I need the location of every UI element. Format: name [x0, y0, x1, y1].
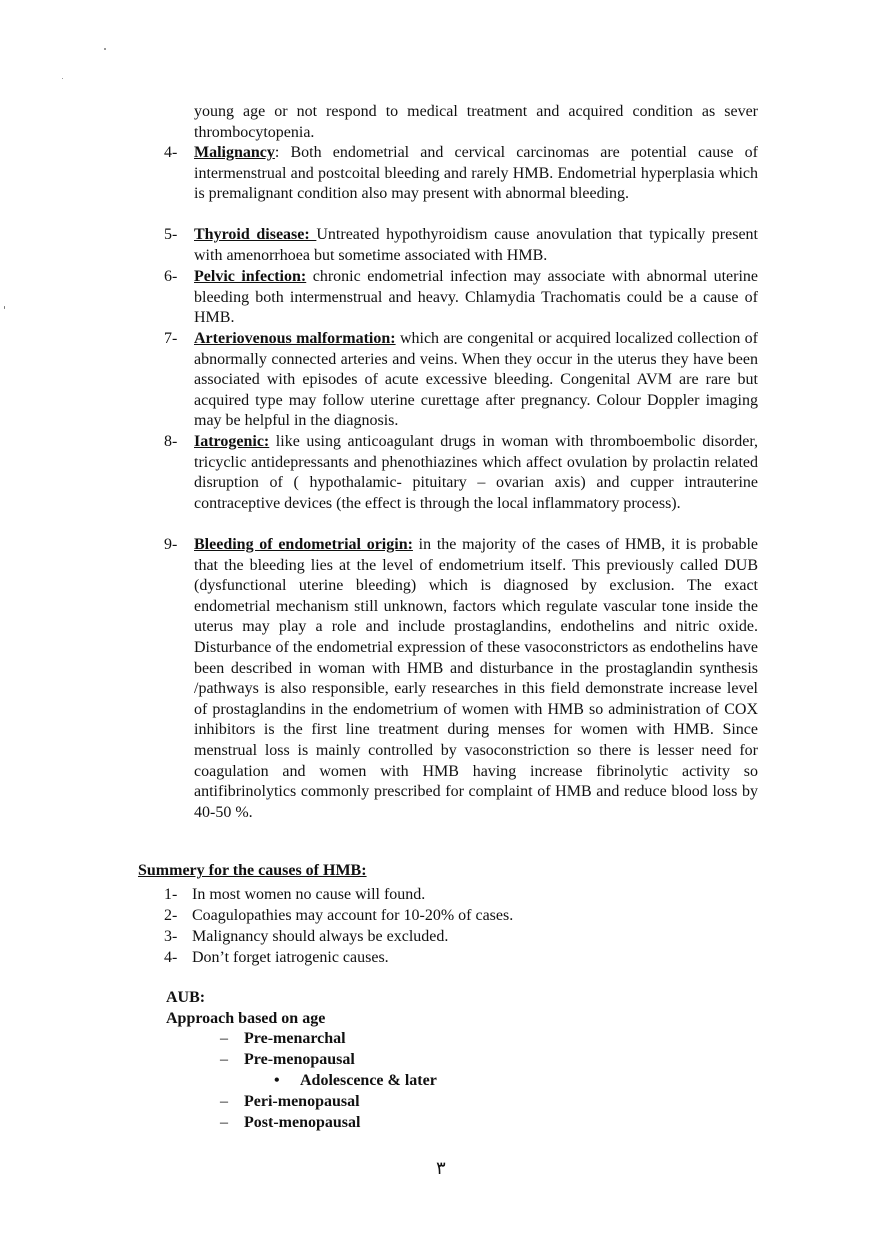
item-heading: Thyroid disease:: [194, 226, 317, 243]
item-heading: Arteriovenous malformation:: [194, 330, 396, 347]
intro-paragraph: young age or not respond to medical treatment and acquired condition as sever thrombocytopenia.: [194, 103, 758, 141]
item-number: 4-: [164, 144, 178, 161]
age-group-item: – Pre-menarchal: [220, 1030, 346, 1047]
item-heading: Iatrogenic:: [194, 433, 270, 450]
item-text: like using anticoagulant drugs in woman with thromboembolic disorder, tricyclic antidepressants and phenothiazines which affect ovulation by prolactin related disruption of ( hypothalamic- pituitary – ovarian axis) and cupper intrauterine contraceptive devices (the effect is through the local inflammatory process).: [194, 433, 759, 512]
scan-speck: [62, 78, 63, 79]
item-number: 8-: [164, 433, 178, 450]
item-number: 6-: [164, 268, 178, 285]
cause-item-5: [164, 225, 758, 266]
cause-item-7: [164, 329, 758, 432]
item-heading: Pelvic infection:: [194, 268, 307, 285]
approach-heading: Approach based on age: [166, 1010, 326, 1027]
scan-speck: [4, 306, 5, 309]
item-number: 9-: [164, 536, 178, 553]
item-text: chronic endometrial infection may associate with abnormal uterine bleeding both intermenstrual and heavy. Chlamydia Trachomatis could be a cause of HMB.: [194, 268, 759, 327]
item-text: in the majority of the cases of HMB, it is probable that the bleeding lies at the level of endometrium itself. This previously called DUB (dysfunctional uterine bleeding) which is diagnosed by exclusion. The exact endometrial mechanism still unknown, factors which regulate vascular tone inside the uterus may play a role and include prostaglandins, endothelins and nitric oxide. Disturbance of the endometrial expression of these vasoconstrictors as endothelins have been described in woman with HMB and disturbance in the prostaglandin synthesis /pathways is also responsible, early researches in this field demonstrate increase level of prostaglandins in the endometrium of women with HMB so administration of COX inhibitors is the first line treatment during menses for women with HMB. Since menstrual loss is mainly controlled by vasoconstriction so there is lesser need for coagulation and women with HMB having increase fibrinolytic activity so antifibrinolytics commonly prescribed for complaint of HMB and reduce blood loss by 40-50 %.: [194, 536, 759, 821]
document-page: young age or not respond to medical treatment and acquired condition as sever thrombocytopenia. 4- Malignancy: Both endometrial and cervical carcinomas are potential cause of intermenstrual and postcoital bleeding and rarely HMB. Endometrial hyperplasia which is premalignant condition also may present with abnormal bleeding. 5- Thyroid disease: Untreated hypothyroidism cause anovulation that typically present with amenorrhoea but sometime associated with HMB. 6- Pelvic infection: chronic endometrial infection may associate with abnormal uterine bleeding both intermenstrual and heavy. Chlamydia Trachomatis could be a cause of HMB. 7- Arteriovenous malformation: which are congenital or acquired localized collection of abnormally connected arteries and veins. When they occur in the uterus they have been associated with episodes of acute excessive bleeding. Congenital AVM are rare but acquired type may follow uterine curettage after pregnancy. Colour Doppler imaging may be helpful in the diagnosis. 8- Iatrogenic: like using anticoagulant drugs in woman with thromboembolic disorder, tricyclic antidepressants and phenothiazines which affect ovulation by prolactin related disruption of ( hypothalamic- pituitary – ovarian axis) and cupper intrauterine contraceptive devices (the effect is through the local inflammatory process). 9- Bleeding of endometrial origin: in the majority of the cases of HMB, it is probable that the bleeding lies at the level of endometrium itself. This previously called DUB (dysfunctional uterine bleeding) which is diagnosed by exclusion. The exact endometrial mechanism still unknown, factors which regulate vascular tone inside the uterus may play a role and include prostaglandins, endothelins and nitric oxide. Disturbance of the endometrial expression of these vasoconstrictors as endothelins have been described in woman with HMB and disturbance in the prostaglandin synthesis /pathways is also responsible, early researches in this field demonstrate increase level of prostaglandins in the endometrium of women with HMB so administration of COX inhibitors is the first line treatment during menses for women with HMB. Since menstrual loss is mainly controlled by vasoconstriction so there is lesser need for coagulation and women with HMB having increase fibrinolytic activity so antifibrinolytics commonly prescribed for complaint of HMB and reduce blood loss by 40-50 %. Summery for the causes of HMB: 1- In most women no cause will found. 2- Coagulopathies may account for 10-20% of cases. 3- Malignancy should always be excluded. 4- Don’t forget iatrogenic causes. AUB: Approach based on age – Pre-menarchal – Pre-menopausal • Adolescence & later – Peri-menopausal – Post-menopausal ٣: [0, 0, 882, 1250]
item-text: Untreated hypothyroidism cause anovulation that typically present with amenorrhoea but sometime associated with HMB.: [194, 226, 758, 264]
item-number: 5-: [164, 226, 178, 243]
item-heading: Malignancy: [194, 144, 275, 161]
item-heading: Bleeding of endometrial origin:: [194, 536, 413, 553]
item-text: Both endometrial and cervical carcinomas are potential cause of intermenstrual and postcoital bleeding and rarely HMB. Endometrial hyperplasia which is premalignant condition also may present with abnormal bleeding.: [194, 144, 758, 203]
item-number: 7-: [164, 330, 178, 347]
aub-title: AUB:: [166, 989, 206, 1006]
cause-item-4: 4- Malignancy: Both endometrial and cervical carcinomas are potential cause of intermenstrual and postcoital bleeding and rarely HMB. Endometrial hyperplasia which is premalignant condition also may present with abnormal bleeding.: [164, 144, 758, 203]
scan-speck: [104, 48, 106, 50]
item-text: which are congenital or acquired localized collection of abnormally connected arteries and veins. When they occur in the uterus they have been associated with episodes of acute excessive bleeding. Congenital AVM are rare but acquired type may follow uterine curettage after pregnancy. Colour Doppler imaging may be helpful in the diagnosis.: [194, 330, 758, 430]
cause-item-8: [164, 432, 758, 514]
age-group-item: – Peri-menopausal: [220, 1093, 360, 1110]
page-number: ٣: [436, 1158, 446, 1178]
summary-heading: Summery for the causes of HMB:: [138, 862, 367, 879]
cause-item-6: [164, 267, 758, 329]
sub-bullet-item: • Adolescence & later: [274, 1072, 437, 1089]
age-group-item: – Pre-menopausal: [220, 1051, 355, 1068]
cause-item-9: [164, 535, 758, 823]
age-group-item: – Post-menopausal: [220, 1114, 361, 1131]
